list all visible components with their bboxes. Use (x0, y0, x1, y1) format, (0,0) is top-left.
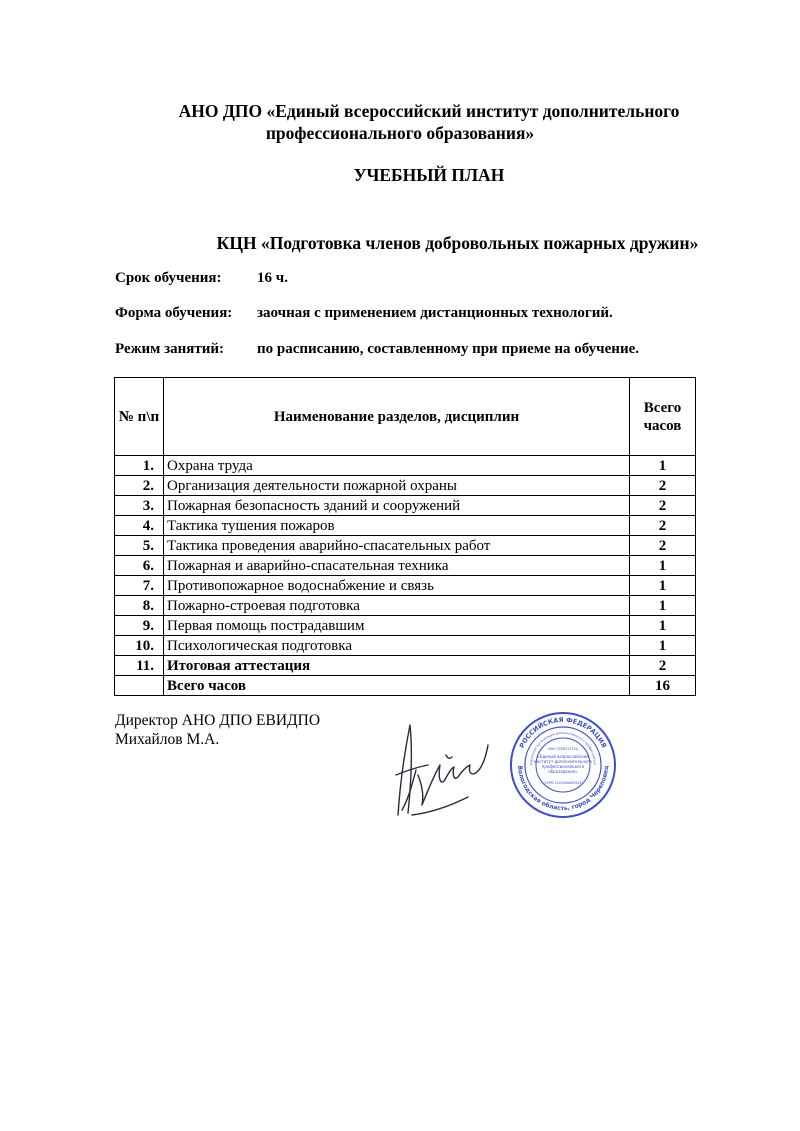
organization-name (0, 100, 800, 144)
org-line-2: профессионального образования» (265, 123, 535, 143)
row-name-cell: Пожарная и аварийно-спасательная техника (164, 556, 630, 576)
stamp-ogrn: ОГРН 1203500009545 (544, 781, 582, 785)
handwritten-signature (388, 715, 498, 825)
row-name-cell: Тактика тушения пожаров (164, 516, 630, 536)
row-num-cell: 5. (115, 536, 164, 556)
row-name-cell: Пожарно-строевая подготовка (164, 596, 630, 616)
row-num-cell: 2. (115, 476, 164, 496)
row-hours-cell: 1 (630, 456, 696, 476)
stamp-center-3: профессионального (541, 764, 585, 769)
total-value-cell: 16 (630, 676, 696, 696)
table-row (115, 636, 696, 656)
row-hours-cell: 2 (630, 656, 696, 676)
row-name-cell: Тактика проведения аварийно-спасательных работ (164, 536, 630, 556)
document-title: УЧЕБНЫЙ ПЛАН (353, 165, 505, 185)
stamp-inn: ИНН 3528313720 (548, 747, 578, 751)
row-name-cell: Противопожарное водоснабжение и связь (164, 576, 630, 596)
signatory-position: Директор АНО ДПО ЕВИДПО (115, 712, 321, 729)
table-total-row (115, 676, 696, 696)
row-num-cell: 8. (115, 596, 164, 616)
row-name-cell: Первая помощь пострадавшим (164, 616, 630, 636)
table-header-row (115, 378, 696, 456)
row-num-cell: 3. (115, 496, 164, 516)
row-name-cell: Психологическая подготовка (164, 636, 630, 656)
row-hours-cell: 2 (630, 516, 696, 536)
row-hours-cell: 1 (630, 576, 696, 596)
organization-stamp (508, 710, 618, 820)
row-num-cell: 10. (115, 636, 164, 656)
form-value: заочная с применением дистанционных технологий. (257, 305, 613, 321)
row-num-cell: 11. (115, 656, 164, 676)
row-name-cell: Пожарная безопасность зданий и сооружений (164, 496, 630, 516)
stamp-center-2: институт дополнительного (533, 759, 593, 764)
table-row (115, 556, 696, 576)
course-title: КЦН «Подготовка членов добровольных пожарных дружин» (216, 233, 699, 253)
signatory-block (115, 711, 320, 749)
row-hours-cell: 2 (630, 476, 696, 496)
row-name-cell: Организация деятельности пожарной охраны (164, 476, 630, 496)
col-hours-line-2: часов (643, 417, 682, 434)
duration-value: 16 ч. (257, 270, 288, 286)
row-hours-cell: 1 (630, 556, 696, 576)
row-name-cell: Итоговая аттестация (164, 656, 630, 676)
org-line-1: АНО ДПО «Единый всероссийский институт дополнительного (178, 101, 680, 121)
row-hours-cell: 1 (630, 636, 696, 656)
table-row (115, 576, 696, 596)
col-hours-header (630, 378, 696, 456)
table-row (115, 456, 696, 476)
meta-form (115, 305, 613, 322)
row-num-cell: 7. (115, 576, 164, 596)
row-num-cell: 1. (115, 456, 164, 476)
row-hours-cell: 1 (630, 616, 696, 636)
signatory-name: Михайлов М.А. (115, 731, 220, 748)
table-row (115, 496, 696, 516)
meta-duration (115, 270, 288, 287)
stamp-outer-bottom: Вологодская область, город Череповец (515, 765, 611, 813)
stamp-outer-top: РОССИЙСКАЯ ФЕДЕРАЦИЯ (517, 715, 609, 750)
total-num-cell (115, 676, 164, 696)
stamp-center-4: образования» (548, 769, 578, 774)
duration-label: Срок обучения: (115, 270, 222, 286)
col-hours-line-1: Всего (643, 399, 682, 416)
stamp-inner-text: мерческая организация дополнительного профессионал (528, 730, 598, 766)
row-name-cell: Охрана труда (164, 456, 630, 476)
form-label: Форма обучения: (115, 305, 233, 321)
mode-value: по расписанию, составленному при приеме на обучение. (257, 341, 639, 357)
row-hours-cell: 2 (630, 496, 696, 516)
col-name-header: Наименование разделов, дисциплин (164, 378, 630, 456)
row-num-cell: 4. (115, 516, 164, 536)
row-hours-cell: 1 (630, 596, 696, 616)
col-num-header: № п\п (115, 378, 164, 456)
table-row (115, 536, 696, 556)
total-label-cell: Всего часов (164, 676, 630, 696)
row-num-cell: 6. (115, 556, 164, 576)
row-hours-cell: 2 (630, 536, 696, 556)
table-row (115, 656, 696, 676)
table-body (115, 456, 696, 696)
stamp-center-1: «Единый всероссийский (537, 754, 589, 759)
meta-mode (115, 341, 639, 358)
curriculum-table (114, 377, 696, 696)
table-row (115, 516, 696, 536)
table-row (115, 616, 696, 636)
table-row (115, 596, 696, 616)
mode-label: Режим занятий: (115, 341, 225, 357)
table-row (115, 476, 696, 496)
row-num-cell: 9. (115, 616, 164, 636)
